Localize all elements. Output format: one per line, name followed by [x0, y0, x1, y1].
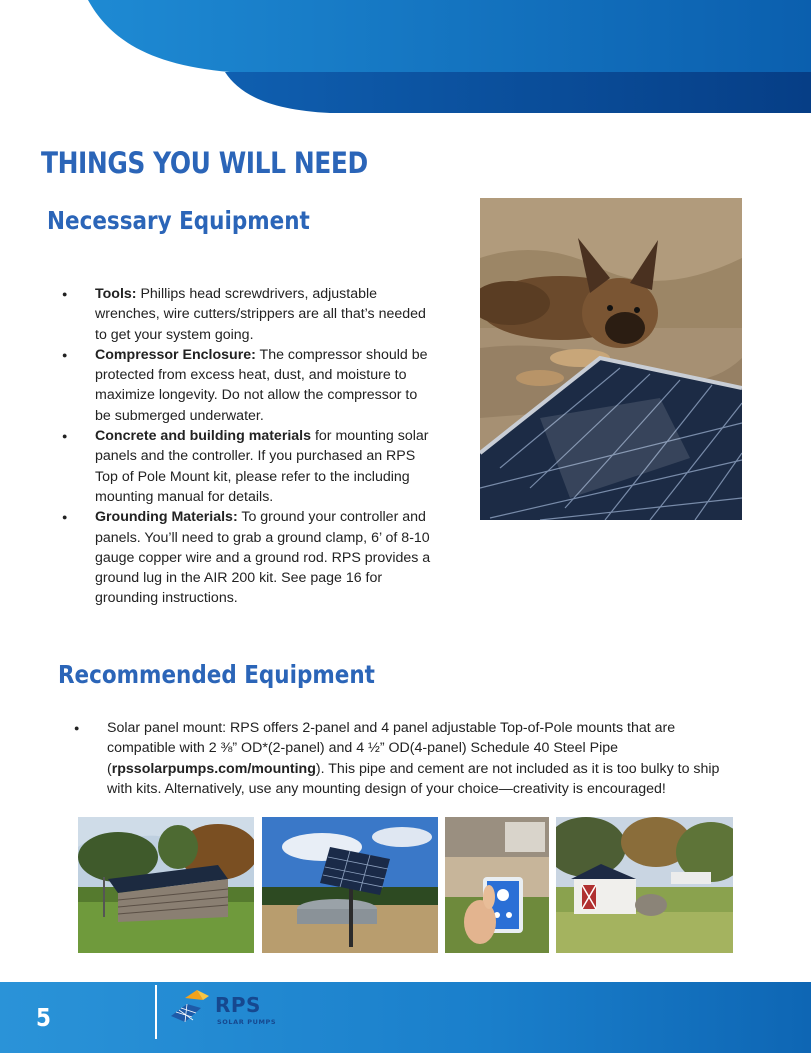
recommended-equipment-heading: Recommended Equipment — [58, 660, 375, 689]
logo-subtext: SOLAR PUMPS — [217, 1018, 277, 1026]
controller-in-hand-photo — [445, 817, 549, 953]
mounting-link[interactable]: rpssolarpumps.com/mounting — [111, 760, 316, 777]
pump-house-photo — [556, 817, 733, 953]
list-item: ● Solar panel mount: RPS offers 2-panel and 4 panel adjustable Top-of-Pole mounts that are compatible with 2 ⅜” OD*(2-panel) and 4 ½” OD(4-panel) Schedule 40 Steel Pipe (rpssolarpumps.com/mounting). This pipe and cement are not included as it is too bulky to ship with kits. Alternatively, use any mounting design of your choice—creativity is encouraged! — [74, 718, 744, 799]
footer-shade — [0, 982, 811, 1053]
shed-with-solar-panel-photo — [78, 817, 254, 953]
recommended-equipment-list — [74, 718, 744, 799]
list-item: ● Concrete and building materials for mounting solar panels and the controller. If you purchased an RPS Top of Pole Mount kit, please refer to the including mounting manual for details. — [62, 426, 436, 507]
header-wave-band — [0, 0, 811, 115]
rps-logo-icon — [167, 986, 213, 1032]
list-item: ● Grounding Materials: To ground your controller and panels. You’ll need to grab a ground clamp, 6’ of 8-10 gauge copper wire and a ground rod. RPS provides a ground lug in the AIR 200 kit. See page 16 for grounding instructions. — [62, 507, 436, 608]
page-number: 5 — [36, 1003, 51, 1032]
footer-divider — [155, 985, 157, 1039]
list-item: ● Compressor Enclosure: The compressor should be protected from excess heat, dust, and moisture to maximize longevity. Do not allow the compressor to be submerged underwater. — [62, 345, 436, 426]
necessary-equipment-heading: Necessary Equipment — [47, 206, 310, 235]
necessary-equipment-list — [62, 284, 436, 609]
logo-text: RPS — [215, 993, 261, 1017]
top-of-pole-mount-photo — [262, 817, 438, 953]
page-title: THINGS YOU WILL NEED — [41, 146, 368, 180]
list-item: ● Tools: Phillips head screwdrivers, adjustable wrenches, wire cutters/strippers are all that’s needed to get your system going. — [62, 284, 436, 345]
dog-solar-panel-photo — [480, 198, 742, 520]
